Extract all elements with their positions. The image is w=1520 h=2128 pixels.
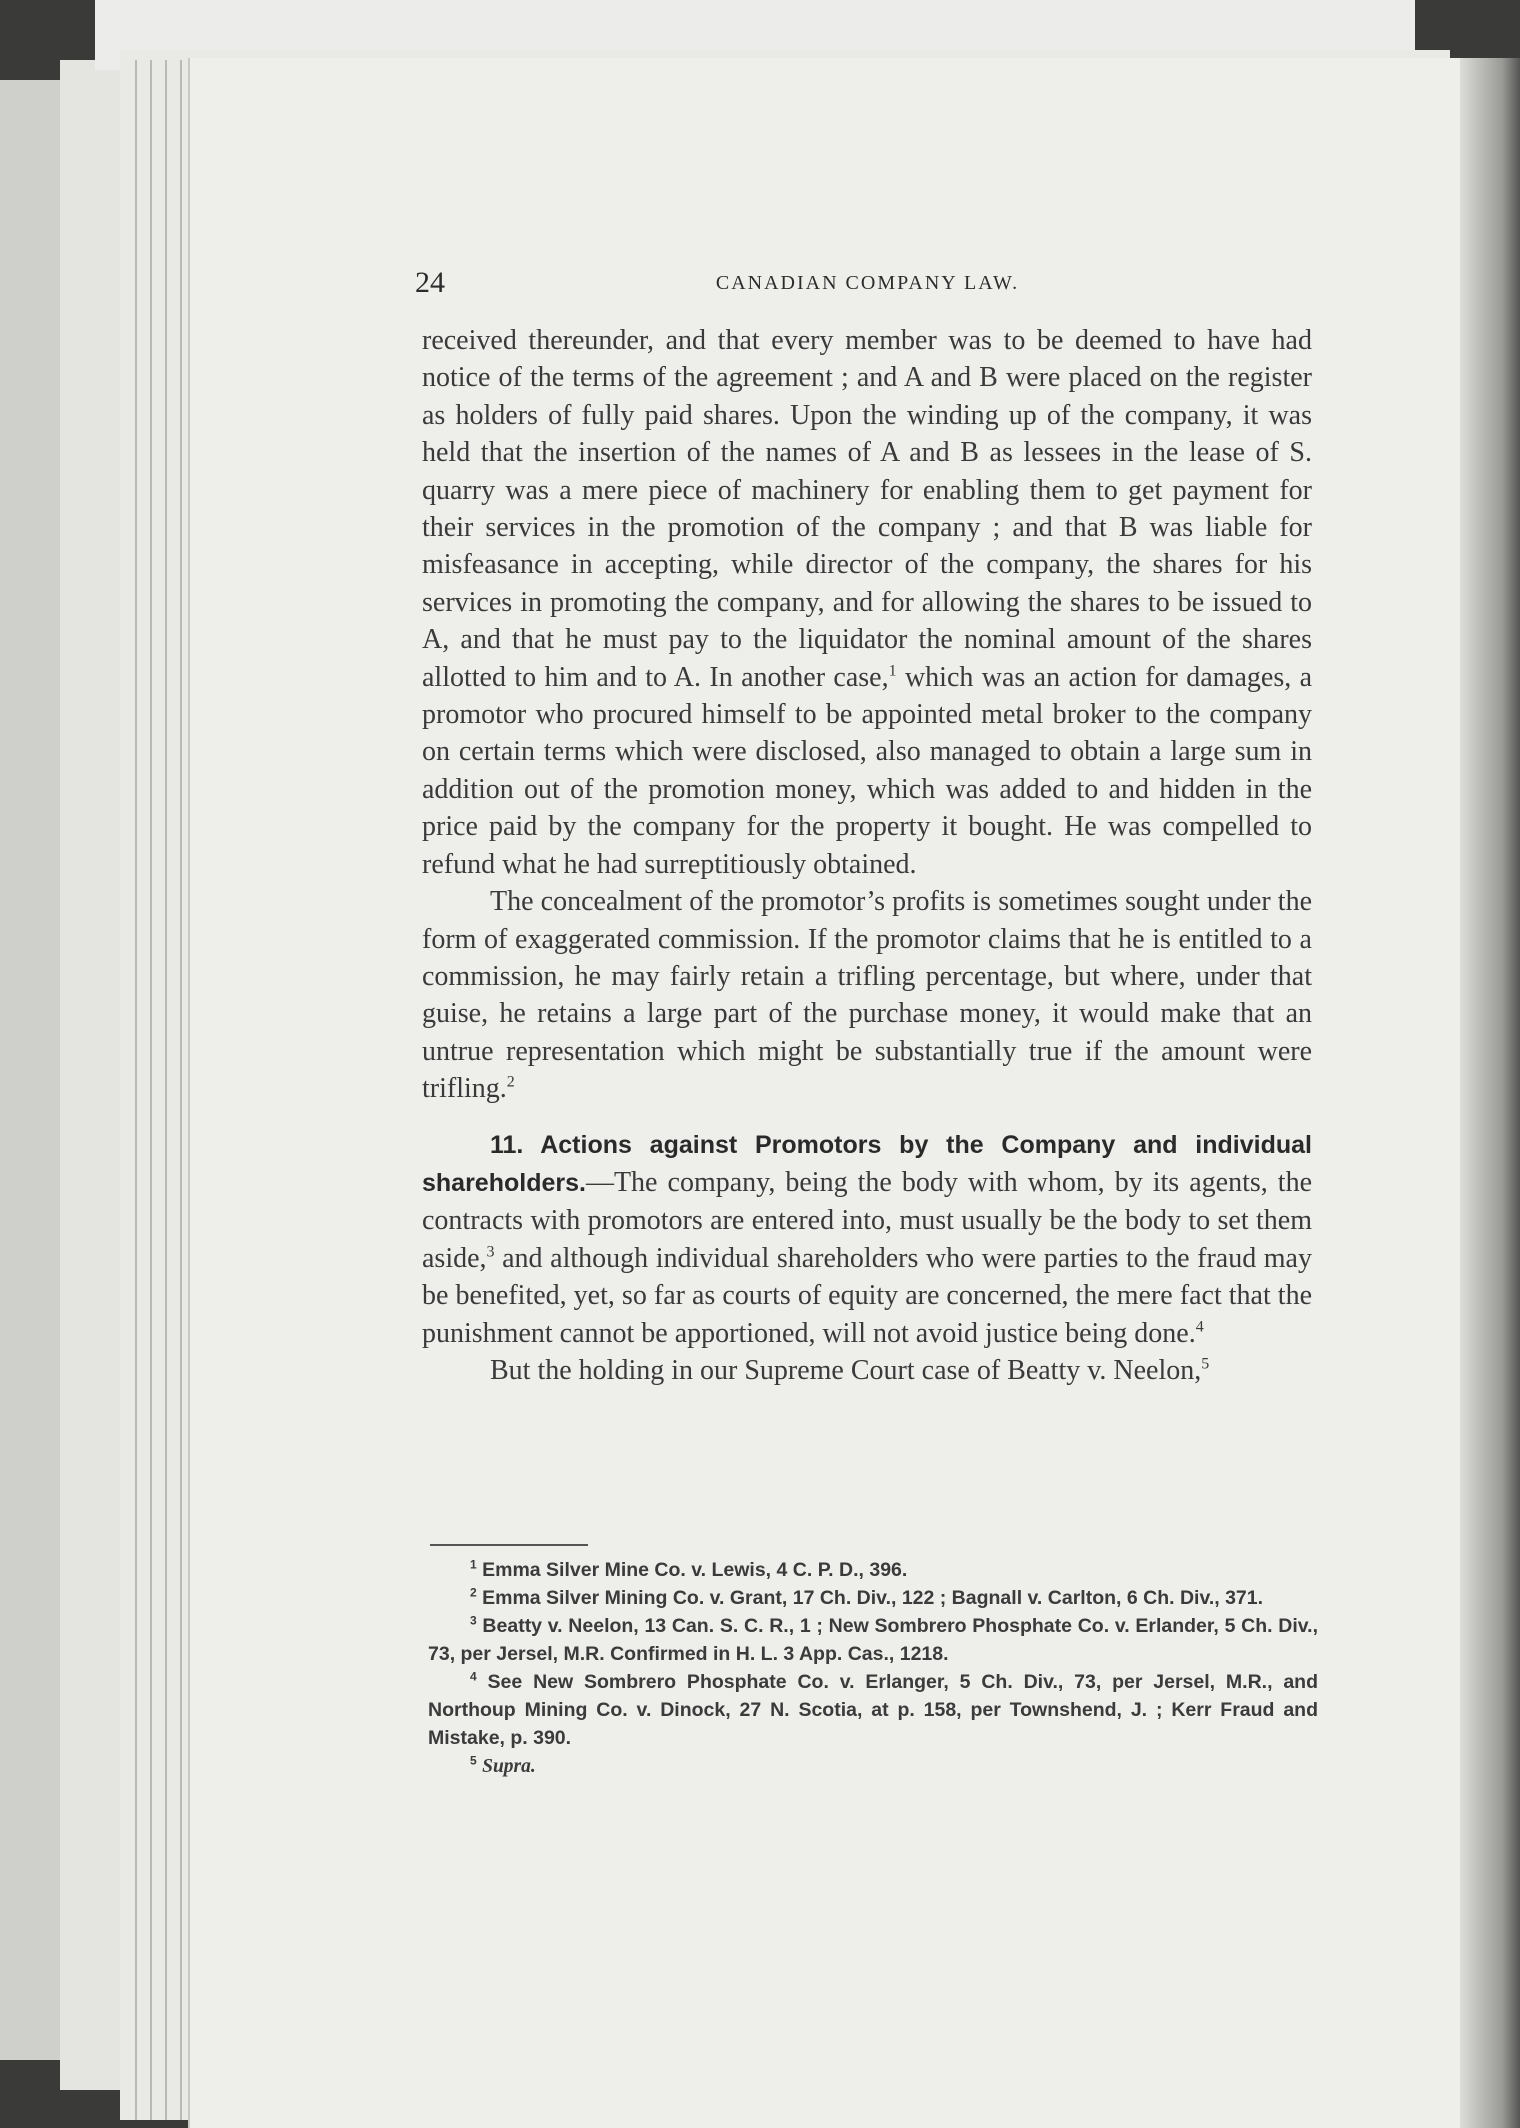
section-paragraph [422,1126,1312,1352]
page-number: 24 [415,266,445,299]
footnote [428,1752,1318,1781]
footnote-mark: 1 [470,1557,477,1572]
footnote-text: Supra. [482,1756,536,1777]
footnote-ref: 2 [506,1073,515,1091]
page-stack-line [180,60,182,2120]
body-text [422,322,1312,1389]
footnote [428,1668,1318,1752]
footnote-rule [430,1544,588,1546]
footnote [428,1584,1318,1612]
page-header [415,266,1320,306]
spine-shadow [1460,58,1520,2128]
footnote-mark: 5 [470,1753,477,1768]
paragraph-text: But the holding in our Supreme Court case of Beatty v. Neelon, [490,1354,1202,1386]
footnote-ref: 4 [1195,1318,1204,1336]
footnote-mark: 2 [470,1585,477,1600]
footnote-text: Emma Silver Mine Co. v. Lewis, 4 C. P. D., 396. [482,1559,908,1581]
running-title: CANADIAN COMPANY LAW. [715,272,1020,294]
paragraph-text: and although individual shareholders who were parties to the fraud may be benefited, yet, so far as courts of equity are concerned, the mere fact that the punishment cannot be apportioned, will not avoid justice being done. [422,1242,1312,1349]
paragraph [422,322,1312,883]
paragraph-text: —The company, being the body with whom, by its agents, the contracts with promotors are entered into, must usually be the body to set them aside, [422,1166,1312,1274]
footnote-ref: 3 [486,1243,495,1261]
footnote-ref: 1 [888,662,897,680]
paragraph-text: The concealment of the promotor’s profits is sometimes sought under the form of exaggerated commission. If the promotor claims that he is entitled to a commission, he may fairly retain a trifling percentage, but where, under that guise, he retains a large part of the purchase money, it would make that an untrue representation which might be substantially true if the amount were trifling. [422,886,1312,1105]
footnote-text: Emma Silver Mining Co. v. Grant, 17 Ch. Div., 122 ; Bagnall v. Carlton, 6 Ch. Div., 371. [482,1587,1264,1609]
footnote-ref: 5 [1201,1355,1210,1373]
footnotes [428,1556,1318,1781]
page-stack-line [135,60,137,2120]
paragraph [422,883,1312,1107]
page-stack-line [150,60,152,2120]
paragraph-text: which was an action for damages, a promotor who procured himself to be appointed metal broker to the company on certain terms which were disclosed, also managed to obtain a large sum in addition out of the promotion money, which was added to and hidden in the price paid by the company for the property it bought. He was compelled to refund what he had surreptitiously obtained. [422,661,1313,880]
footnote [428,1612,1318,1668]
paragraph-text: received thereunder, and that every member was to be deemed to have had notice of the terms of the agreement ; and A and B were placed on the register as holders of fully paid shares. Upon the winding up of the company, it was held that the insertion of the names of A and B as lessees in the lease of S. quarry was a mere piece of machinery for enabling them to get payment for their services in the promotion of the company ; and that B was liable for misfeasance in accepting, while director of the company, the shares for his services in promoting the company, and for allowing the shares to be issued to A, and that he must pay to the liquidator the nominal amount of the shares allotted to him and to A. In another case, [422,325,1312,693]
section-heading: 11. Actions against Promotors by the Company and individual shareholders. [422,1130,1312,1197]
page-stack-line [165,60,167,2120]
footnote-mark: 3 [470,1613,477,1628]
footnote-text: Beatty v. Neelon, 13 Can. S. C. R., 1 ; New Sombrero Phosphate Co. v. Erlander, 5 Ch. Div., 73, per Jersel, M.R. Confirmed in H. L. 3 App. Cas., 1218. [428,1615,1319,1665]
footnote-text: See New Sombrero Phosphate Co. v. Erlanger, 5 Ch. Div., 73, per Jersel, M.R., and Northoup Mining Co. v. Dinock, 27 N. Scotia, at p. 158, per Townshend, J. ; Kerr Fraud and Mistake, p. 390. [428,1671,1318,1749]
footnote-mark: 4 [470,1669,477,1684]
footnote [428,1556,1318,1584]
paragraph [422,1352,1312,1389]
